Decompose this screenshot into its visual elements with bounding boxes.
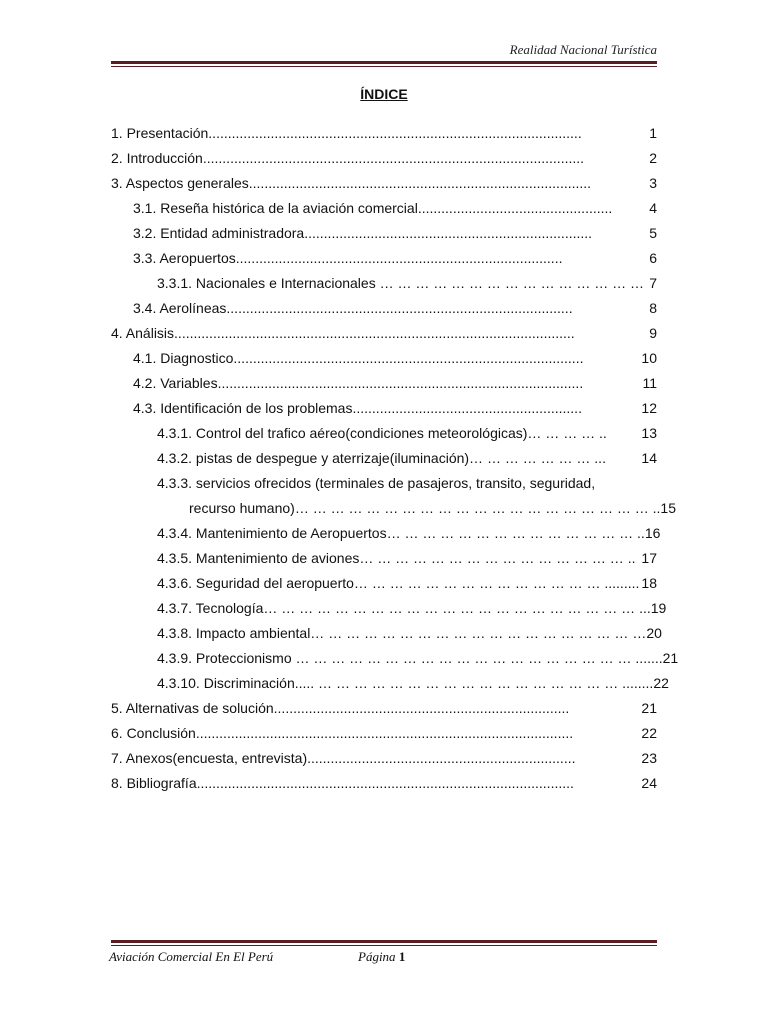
toc-entry-page: 23 [641,749,657,766]
running-header-title: Realidad Nacional Turística [509,42,657,57]
toc-entry-title: 1. Presentación [111,124,209,141]
toc-entry [0,245,768,270]
toc-entry-leader: ......................................................................................... [226,300,573,315]
toc-entry [0,570,768,595]
toc-entry [0,595,768,620]
toc-entry [0,620,768,645]
toc-entry-page: 17 [641,549,657,566]
toc-entry-title: 4. Análisis [111,324,175,341]
toc-entry-page: 7 [649,274,657,291]
toc-entry-title: recurso humano)… … … … … … … … … … … … … … … … … … … … .. [189,499,661,516]
toc-entry [0,395,768,420]
toc-entry-page: 3 [649,174,657,191]
toc-entry-leader: ....................................................................................................... [174,325,575,340]
toc-entry-leader: .......................................................................... [304,225,593,240]
toc-entry-title: 4.3.10. Discriminación..... … … … … … … … … … … … … … … … … … ........ [157,674,654,691]
toc-entry-title: 3.3. Aeropuertos [133,249,236,266]
toc-entry-page: 9 [649,324,657,341]
toc-entry [0,220,768,245]
toc-entry-leader: ................................................................................................ [208,125,582,140]
toc-entry-title: 4.3.2. pistas de despegue y aterrizaje(iluminación)… … … … … … … ... [157,449,606,466]
toc-entry-page: 21 [641,699,657,716]
toc-entry-title: 3.3.1. Nacionales e Internacionales … … … … … … … … … … … … … … … [157,274,645,291]
footer-page-label: Página [358,949,399,964]
toc-entry-title: 3. Aspectos generales [111,174,249,191]
toc-entry [0,670,768,695]
toc-entry-title: 5. Alternativas de solución [111,699,274,716]
toc-entry-title: 7. Anexos(encuesta, entrevista) [111,749,308,766]
toc-entry-leader: ..................................................................... [307,750,576,765]
toc-entry [0,195,768,220]
toc-entry [0,470,768,495]
toc-entry-leader: .......................................................................................... [233,350,584,365]
toc-entry-page: 20 [646,624,662,641]
toc-entry-page: 8 [649,299,657,316]
toc-entry-leader: ............................................................................ [273,700,570,715]
toc-entry-leader: ................................................................................................. [196,775,574,790]
toc-entry-page: 13 [641,424,657,441]
toc-entry-leader: .............................................................................................. [217,375,584,390]
toc-entry-page: 19 [650,599,667,616]
toc-entry-page: 16 [644,524,661,541]
toc-entry-page: 21 [662,649,679,666]
toc-entry-page: 24 [641,774,657,791]
toc-entry-page: 12 [641,399,657,416]
toc-entry-page: 11 [642,374,657,391]
toc-entry [0,170,768,195]
toc-entry [0,270,768,295]
toc-entry-title: 4.3.9. Proteccionismo … … … … … … … … … … … … … … … … … … … ....... [157,649,663,666]
toc-entry [0,645,768,670]
toc-entry-title: 3.2. Entidad administradora [133,224,305,241]
toc-entry-page: 15 [660,499,676,516]
header-rule-thick [111,61,657,64]
toc-entry-page: 1 [649,124,657,141]
toc-entry-title: 3.4. Aerolíneas [133,299,227,316]
toc-entry [0,695,768,720]
toc-entry-title: 4.3.7. Tecnología… … … … … … … … … … … … … … … … … … … … … ... [157,599,651,616]
toc-entry [0,770,768,795]
toc-entry-leader: ........................................................... [352,400,582,415]
toc-entry-title: 2. Introducción [111,149,203,166]
toc-entry-page: 22 [641,724,657,741]
toc-entry [0,720,768,745]
toc-entry-title: 6. Conclusión [111,724,196,741]
toc-entry [0,320,768,345]
toc-entry [0,295,768,320]
toc-entry-title: 4.3. Identificación de los problemas [133,399,353,416]
toc-entry [0,420,768,445]
toc-entry [0,520,768,545]
toc-entry-leader: .................................................................................................. [202,150,585,165]
toc-entry-title: 4.3.5. Mantenimiento de aviones… … … … … … … … … … … … … … … .. [157,549,636,566]
toc-entry-page: 14 [641,449,657,466]
toc-entry-page: 5 [649,224,657,241]
toc-entry-leader: ........................................................................................ [248,175,592,190]
toc-entry-leader: .................................................................................... [235,250,563,265]
toc-entry [0,370,768,395]
toc-entry-page: 22 [653,674,669,691]
toc-entry-title: 8. Bibliografía [111,774,197,791]
page-title: ÍNDICE [360,86,408,102]
toc-entry [0,445,768,470]
toc-entry-page: 18 [641,574,657,591]
toc-entry-leader: .................................................. [417,200,613,215]
toc-entry-title: 4.3.1. Control del trafico aéreo(condiciones meteorológicas)… … … … .. [157,424,607,441]
footer-page-indicator [358,949,405,965]
toc-entry-leader: ................................................................................................. [195,725,574,740]
toc-entry-page: 6 [649,249,657,266]
footer-rule-thick [111,940,657,943]
toc-entry [0,145,768,170]
toc-entry-title: 3.1. Reseña histórica de la aviación comercial [133,199,418,216]
toc-entry-title: 4.2. Variables [133,374,218,391]
toc-entry-page: 4 [649,199,657,216]
toc-entry-title: 4.3.8. Impacto ambiental… … … … … … … … … … … … … … … … … … … [157,624,647,641]
toc-entry [0,545,768,570]
toc-entry-title: 4.3.6. Seguridad del aeropuerto… … … … … … … … … … … … … … ......... [157,574,640,591]
toc-entry-page: 10 [641,349,657,366]
footer-page-number: 1 [398,949,406,964]
toc-entry [0,345,768,370]
toc-entry-title: 4.3.4. Mantenimiento de Aeropuertos… … … … … … … … … … … … … … .. [157,524,645,541]
footer-rule-thin [111,945,657,946]
header-rule-thin [111,66,657,67]
toc-entry [0,745,768,770]
toc-entry [0,120,768,145]
toc-entry-page: 2 [649,149,657,166]
toc-entry-title: 4.3.3. servicios ofrecidos (terminales de pasajeros, transito, seguridad, [157,474,596,491]
toc-entry [0,495,768,520]
toc-entry-title: 4.1. Diagnostico [133,349,234,366]
footer-document-title: Aviación Comercial En El Perú [109,949,274,964]
